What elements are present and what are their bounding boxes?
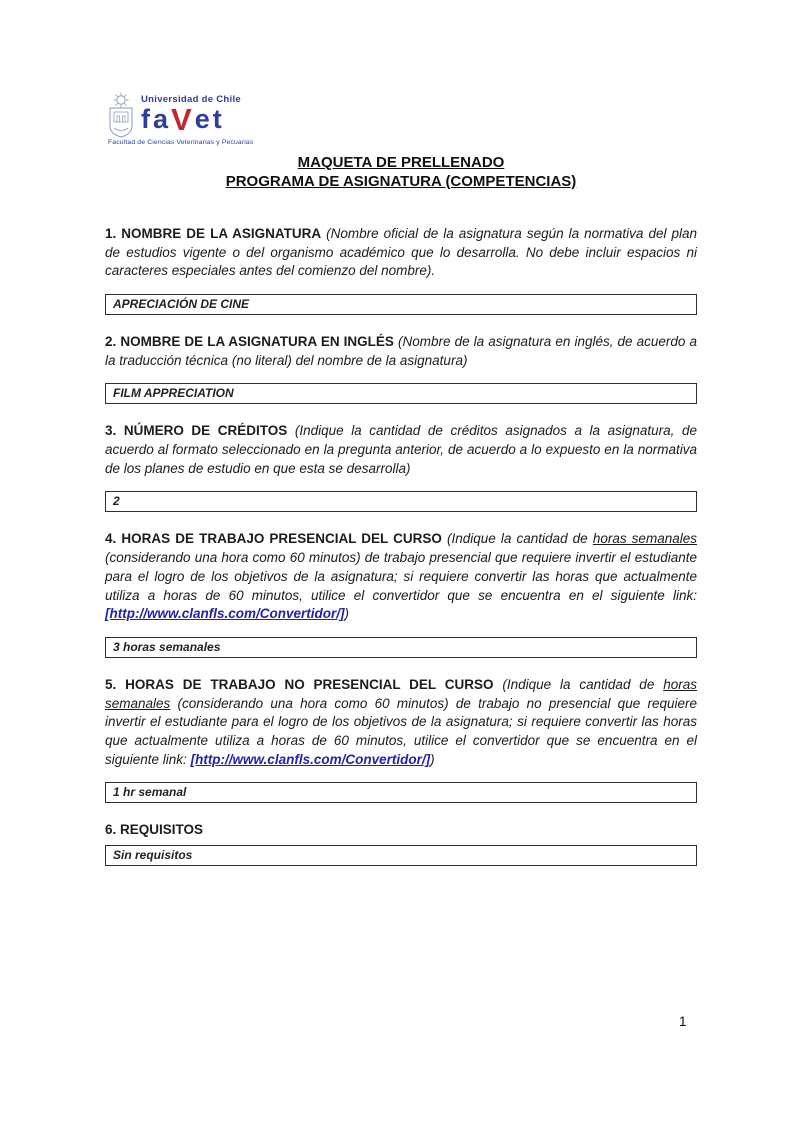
- logo-wordmark: [138, 92, 253, 138]
- document-content: [105, 92, 697, 884]
- section-3-heading: 3. NÚMERO DE CRÉDITOS: [105, 423, 288, 439]
- convertidor-link[interactable]: [http://www.clanfls.com/Convertidor/]: [105, 606, 345, 622]
- page-number: 1: [679, 1014, 687, 1029]
- section-4-desc-mid: (considerando una hora como 60 minutos) de trabajo presencial que requiere invertir el estudiante para el logro de los objetivos de la asignatura; si requiere convertir las horas que actualmente utiliza a horas de 60 minutos, utilice el convertidor que se encuentra en el siguiente link:: [105, 550, 697, 603]
- section-requisitos: [105, 821, 697, 866]
- section-5-heading: 5. HORAS DE TRABAJO NO PRESENCIAL DEL CURSO: [105, 676, 494, 692]
- logo-university-name: Universidad de Chile: [141, 94, 241, 105]
- section-5-text: [105, 676, 697, 770]
- section-nombre-asignatura: [105, 225, 697, 315]
- section-4-desc-pre: (Indique la cantidad de: [447, 531, 588, 547]
- section-4-heading: 4. HORAS DE TRABAJO PRESENCIAL DEL CURSO: [105, 531, 442, 547]
- section-1-heading: 1. NOMBRE DE LA ASIGNATURA: [105, 225, 322, 241]
- section-4-underlined-phrase: horas semanales: [592, 531, 697, 547]
- answer-box-nombre-ingles: FILM APPRECIATION: [105, 383, 697, 404]
- convertidor-link-2[interactable]: [http://www.clanfls.com/Convertidor/]: [190, 751, 431, 767]
- section-4-text: [105, 530, 697, 624]
- answer-box-horas-presencial: 3 horas semanales: [105, 637, 697, 658]
- section-1-description: (Nombre oficial de la asignatura según la normativa del plan de estudios vigente o del organismo académico que lo desarrolla. No debe incluir espacios ni caracteres especiales antes del comienzo del nombre).: [105, 225, 697, 279]
- university-emblem-icon: [108, 92, 134, 138]
- section-5-underlined-phrase: horas semanales: [105, 676, 697, 711]
- section-nombre-ingles: [105, 333, 697, 404]
- section-horas-presencial: [105, 530, 697, 658]
- section-numero-creditos: [105, 422, 697, 512]
- answer-box-requisitos: Sin requisitos: [105, 845, 697, 866]
- document-title-line2: PROGRAMA DE ASIGNATURA (COMPETENCIAS): [225, 172, 577, 190]
- section-1-text: [105, 225, 697, 281]
- answer-box-nombre-asignatura: APRECIACIÓN DE CINE: [105, 294, 697, 315]
- logo-brand-prefix: fa: [141, 103, 172, 134]
- section-2-text: [105, 333, 697, 370]
- logo-brand-suffix: et: [194, 103, 225, 134]
- logo-brand-v: V: [171, 102, 195, 138]
- section-3-text: [105, 422, 697, 478]
- section-5-desc-mid: (considerando una hora como 60 minutos) de trabajo no presencial que requiere invertir el estudiante para el logro de los objetivos de la asignatura; si requiere convertir las horas que actualmente utiliza a horas de 60 minutos, utilice el convertidor que se encuentra en el siguiente link:: [105, 695, 697, 767]
- section-6-text: [105, 821, 697, 840]
- section-6-heading: 6. REQUISITOS: [105, 822, 204, 838]
- section-horas-no-presencial: [105, 676, 697, 804]
- document-title: [105, 153, 697, 191]
- section-5-desc-post: ): [430, 751, 435, 767]
- document-title-line1: MAQUETA DE PRELLENADO: [297, 153, 505, 171]
- logo-favet-wordmark: [141, 102, 253, 138]
- section-5-desc-pre: (Indique la cantidad de: [502, 676, 655, 692]
- section-3-description: (Indique la cantidad de créditos asignados a la asignatura, de acuerdo al formato seleccionado en la pregunta anterior, de acuerdo a lo expuesto en la normativa de los planes de estudio en que esta se desarrolla): [105, 423, 697, 476]
- answer-box-numero-creditos: 2: [105, 491, 697, 512]
- section-2-description: (Nombre de la asignatura en inglés, de acuerdo a la traducción técnica (no literal) del nombre de la asignatura): [105, 333, 697, 368]
- logo-faculty-name: Facultad de Ciencias Veterinarias y Pecuarias: [108, 139, 254, 146]
- favet-logo: [108, 92, 253, 147]
- section-4-desc-post: ): [344, 606, 350, 622]
- answer-box-horas-no-presencial: 1 hr semanal: [105, 782, 697, 803]
- section-2-heading: 2. NOMBRE DE LA ASIGNATURA EN INGLÉS: [105, 333, 394, 349]
